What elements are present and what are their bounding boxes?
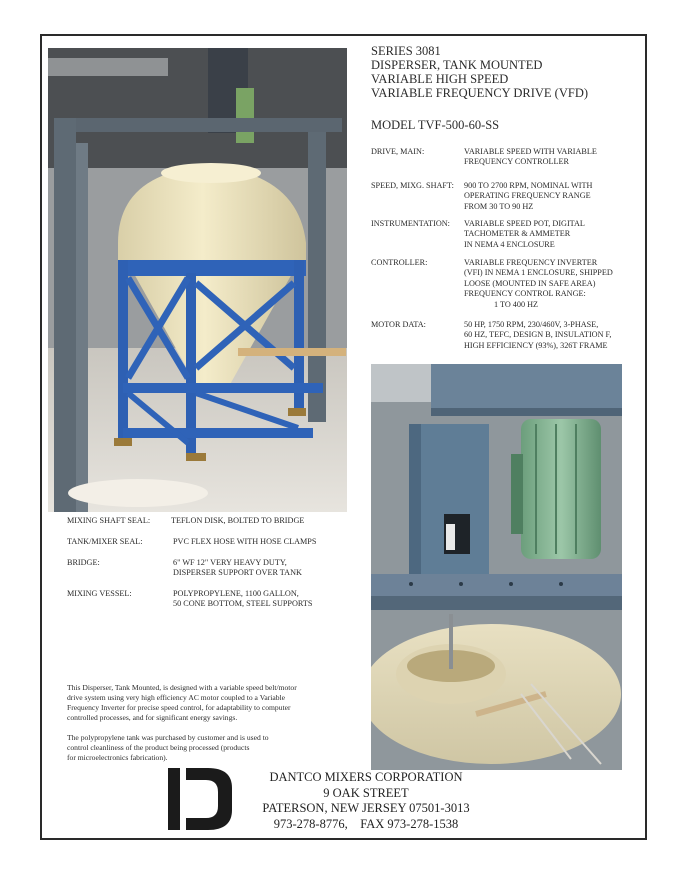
spec-value: IN NEMA 4 ENCLOSURE xyxy=(464,239,555,249)
description-line: Frequency Inverter for precise speed control, for adaptability to computer xyxy=(67,703,291,712)
title-line: VARIABLE HIGH SPEED xyxy=(371,72,509,86)
title-line: DISPERSER, TANK MOUNTED xyxy=(371,58,543,72)
model-number: MODEL TVF-500-60-SS xyxy=(371,118,500,132)
spec-label: MOTOR DATA: xyxy=(371,320,426,329)
company-name: DANTCO MIXERS CORPORATION xyxy=(269,770,463,784)
spec-label: SPEED, MIXG. SHAFT: xyxy=(371,181,454,190)
spec-value: 60 HZ, TEFC, DESIGN B, INSULATION F, xyxy=(464,330,612,340)
title-line: VARIABLE FREQUENCY DRIVE (VFD) xyxy=(371,86,589,100)
spec-value: (VFI) IN NEMA 1 ENCLOSURE, SHIPPED xyxy=(464,268,613,278)
spec-value: PVC FLEX HOSE WITH HOSE CLAMPS xyxy=(173,537,317,546)
spec-value: FREQUENCY CONTROL RANGE: xyxy=(464,289,586,299)
description-line: control cleanliness of the product being processed (products xyxy=(67,743,250,752)
spec-value: VARIABLE FREQUENCY INVERTER xyxy=(464,258,598,267)
company-street: 9 OAK STREET xyxy=(323,785,409,800)
description-line: controlled processes, and for significant energy savings. xyxy=(67,713,238,722)
spec-label: INSTRUMENTATION: xyxy=(371,219,450,228)
spec-label: CONTROLLER: xyxy=(371,258,428,267)
spec-label: DRIVE, MAIN: xyxy=(371,147,425,156)
dantco-logo xyxy=(168,768,232,830)
spec-value: VARIABLE SPEED POT, DIGITAL xyxy=(464,219,585,228)
spec-value: 50 HP, 1750 RPM, 230/460V, 3-PHASE, xyxy=(464,320,599,329)
spec-value: FROM 30 TO 90 HZ xyxy=(464,201,534,211)
spec-value: 6" WF 12" VERY HEAVY DUTY, xyxy=(173,558,287,567)
motor-drive-photo xyxy=(371,364,622,770)
description-paragraph xyxy=(67,683,297,723)
spec-label: BRIDGE: xyxy=(67,558,100,567)
series-line: SERIES 3081 xyxy=(371,44,441,58)
spec-value: OPERATING FREQUENCY RANGE xyxy=(464,191,591,201)
description-paragraph xyxy=(67,733,269,763)
description-line: This Disperser, Tank Mounted, is designed with a variable speed belt/motor xyxy=(67,683,297,692)
spec-value: TEFLON DISK, BOLTED TO BRIDGE xyxy=(171,516,305,525)
spec-label: MIXING SHAFT SEAL: xyxy=(67,516,151,525)
product-title xyxy=(371,44,588,100)
description-line: for microelectronics fabrication). xyxy=(67,753,168,762)
spec-value: 900 TO 2700 RPM, NOMINAL WITH xyxy=(464,181,593,190)
company-info xyxy=(246,770,486,832)
spec-value: 50 CONE BOTTOM, STEEL SUPPORTS xyxy=(173,599,313,609)
spec-value: HIGH EFFICIENCY (93%), 326T FRAME xyxy=(464,340,608,350)
company-city: PATERSON, NEW JERSEY 07501-3013 xyxy=(262,801,470,815)
spec-value: LOOSE (MOUNTED IN SAFE AREA) xyxy=(464,278,596,288)
spec-value: FREQUENCY CONTROLLER xyxy=(464,157,569,167)
spec-label: MIXING VESSEL: xyxy=(67,589,132,598)
company-phone: 973-278-8776, FAX 973-278-1538 xyxy=(273,816,459,831)
tank-mixer-photo xyxy=(48,48,347,512)
spec-value: POLYPROPYLENE, 1100 GALLON, xyxy=(173,589,299,598)
description-line: The polypropylene tank was purchased by customer and is used to xyxy=(67,733,269,742)
spec-value: 1 TO 400 HZ xyxy=(494,299,539,309)
description-line: drive system using very high efficiency AC motor coupled to a Variable xyxy=(67,693,285,702)
spec-label: TANK/MIXER SEAL: xyxy=(67,537,143,546)
spec-value: DISPERSER SUPPORT OVER TANK xyxy=(173,568,302,578)
spec-value: VARIABLE SPEED WITH VARIABLE xyxy=(464,147,597,156)
spec-value: TACHOMETER & AMMETER xyxy=(464,229,571,239)
